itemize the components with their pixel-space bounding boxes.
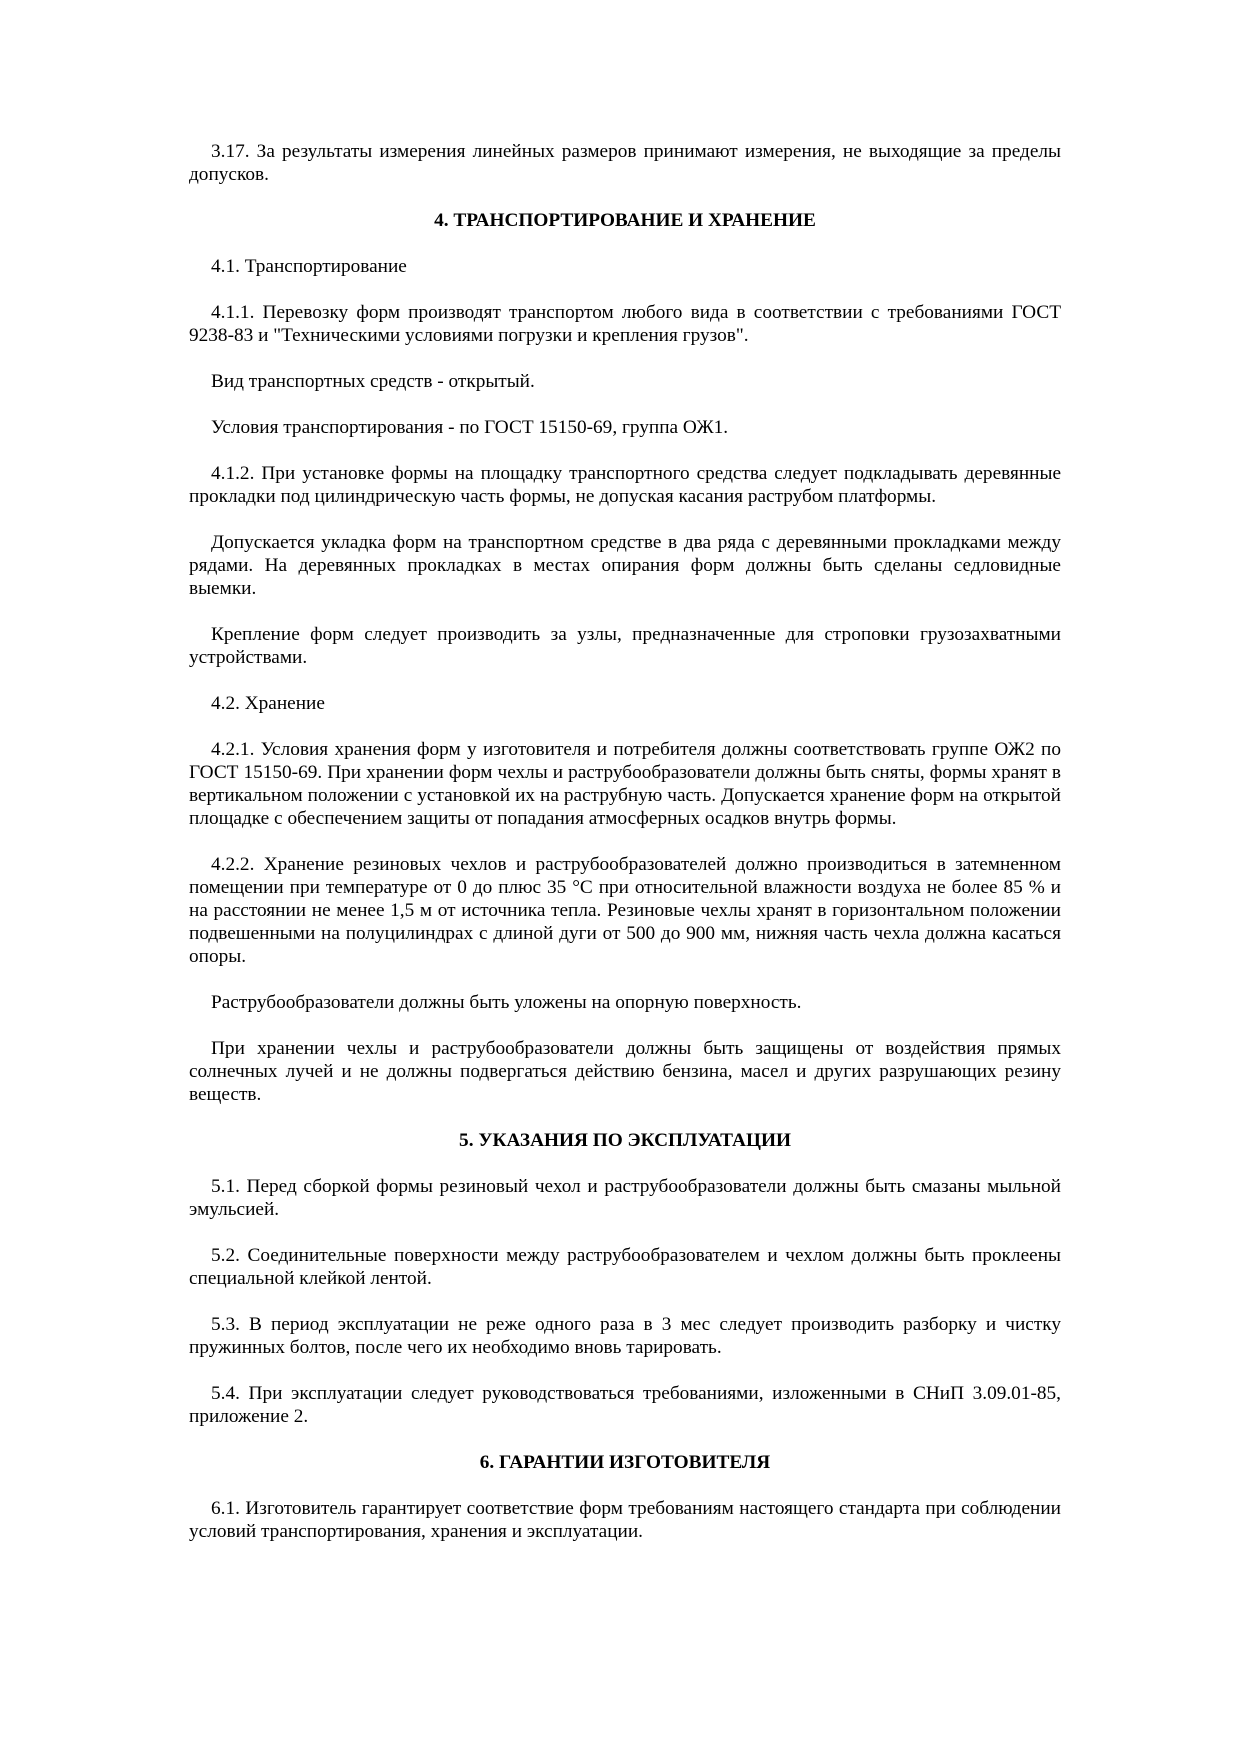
paragraph-6-1: 6.1. Изготовитель гарантирует соответствие форм требованиям настоящего стандарта при соблюдении условий транспортирования, хранения и эксплуатации. [189, 1498, 1061, 1542]
section-heading-5: 5. УКАЗАНИЯ ПО ЭКСПЛУАТАЦИИ [459, 1130, 791, 1151]
paragraph-4-1-2: 4.1.2. При установке формы на площадку транспортного средства следует подкладывать деревянные прокладки под цилиндрическую часть формы, не допуская касания раструбом платформы. [189, 463, 1061, 507]
document-page [189, 140, 1061, 1566]
paragraph-protection: При хранении чехлы и раструбообразователи должны быть защищены от воздействия прямых солнечных лучей и не должны подвергаться действию бензина, масел и других разрушающих резину веществ. [189, 1038, 1061, 1105]
paragraph-5-1: 5.1. Перед сборкой формы резиновый чехол и раструбообразователи должны быть смазаны мыльной эмульсией. [189, 1176, 1061, 1220]
paragraph-5-4: 5.4. При эксплуатации следует руководствоваться требованиями, изложенными в СНиП 3.09.01-85, приложение 2. [189, 1383, 1061, 1427]
paragraph-3-17: 3.17. За результаты измерения линейных размеров принимают измерения, не выходящие за пределы допусков. [189, 141, 1061, 185]
section-heading-4: 4. ТРАНСПОРТИРОВАНИЕ И ХРАНЕНИЕ [434, 210, 816, 231]
paragraph-5-2: 5.2. Соединительные поверхности между раструбообразователем и чехлом должны быть проклеены специальной клейкой лентой. [189, 1245, 1061, 1289]
subsection-heading-4-1: 4.1. Транспортирование [211, 256, 407, 277]
paragraph-4-2-2: 4.2.2. Хранение резиновых чехлов и раструбообразователей должно производиться в затемненном помещении при температуре от 0 до плюс 35 °С при относительной влажности воздуха не более 85 % и на расстоянии не менее 1,5 м от источника тепла. Резиновые чехлы хранят в горизонтальном положении подвешенными на полуцилиндрах с длиной дуги от 500 до 900 мм, нижняя часть чехла должна касаться опоры. [189, 854, 1061, 967]
paragraph-transport-conditions: Условия транспортирования - по ГОСТ 15150-69, группа ОЖ1. [211, 417, 729, 438]
section-heading-6: 6. ГАРАНТИИ ИЗГОТОВИТЕЛЯ [479, 1452, 771, 1473]
paragraph-5-3: 5.3. В период эксплуатации не реже одного раза в 3 мес следует производить разборку и чистку пружинных болтов, после чего их необходимо вновь тарировать. [189, 1314, 1061, 1358]
paragraph-4-2-1: 4.2.1. Условия хранения форм у изготовителя и потребителя должны соответствовать группе ОЖ2 по ГОСТ 15150-69. При хранении форм чехлы и раструбообразователи должны быть сняты, формы хранят в вертикальном положении с установкой их на раструбную часть. Допускается хранение форм на открытой площадке с обеспечением защиты от попадания атмосферных осадков внутрь формы. [189, 739, 1061, 829]
paragraph-stacking: Допускается укладка форм на транспортном средстве в два ряда с деревянными прокладками между рядами. На деревянных прокладках в местах опирания форм должны быть сделаны седловидные выемки. [189, 532, 1061, 599]
paragraph-bell-formers: Раструбообразователи должны быть уложены на опорную поверхность. [211, 992, 802, 1013]
paragraph-transport-type: Вид транспортных средств - открытый. [211, 371, 535, 392]
paragraph-fastening: Крепление форм следует производить за узлы, предназначенные для строповки грузозахватными устройствами. [189, 624, 1061, 668]
subsection-heading-4-2: 4.2. Хранение [211, 693, 325, 714]
paragraph-4-1-1: 4.1.1. Перевозку форм производят транспортом любого вида в соответствии с требованиями ГОСТ 9238-83 и "Техническими условиями погрузки и крепления грузов". [189, 302, 1061, 346]
